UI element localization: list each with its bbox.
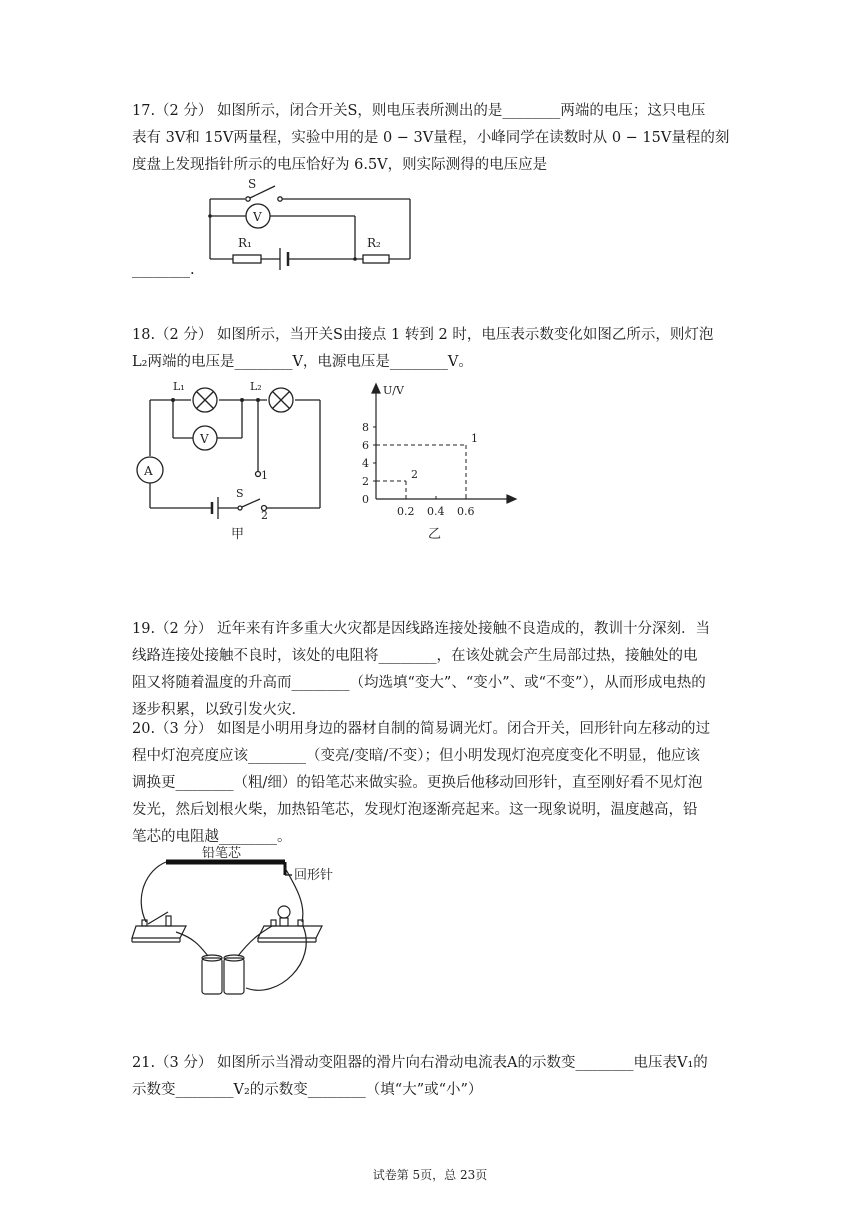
q17-switch-label: S bbox=[248, 177, 257, 191]
q18-jia-caption: 甲 bbox=[231, 527, 245, 542]
question-18 bbox=[132, 322, 732, 376]
q18-l2-label: L₂ bbox=[250, 380, 262, 393]
question-17 bbox=[132, 98, 732, 179]
q18-chart-yi bbox=[348, 378, 538, 543]
q17-r1-label: R₁ bbox=[238, 236, 252, 250]
q19-line-1: 19.（2 分） 近年来有许多重大火灾都是因线路连接处接触不良造成的，教训十分深刻．当 bbox=[132, 621, 710, 637]
q18-voltmeter-label: V bbox=[200, 432, 209, 446]
question-21 bbox=[132, 1050, 732, 1104]
chart-y-tick-label: 6 bbox=[362, 439, 369, 452]
q18-contact1-label: 1 bbox=[261, 469, 268, 482]
q19-line-3: 阻又将随着温度的升高而________（均选填“变大”、“变小”、或“不变”），从而形成电热的 bbox=[132, 675, 706, 691]
q21-line-2: 示数变________V₂的示数变________（填“大”或“小”） bbox=[132, 1082, 483, 1098]
q18-line-2: L₂两端的电压是________V，电源电压是________V。 bbox=[132, 354, 473, 370]
q20-line-4: 发光，然后划根火柴，加热铅笔芯，发现灯泡逐渐亮起来。这一现象说明，温度越高，铅 bbox=[132, 802, 698, 818]
chart-point-label-1: 1 bbox=[471, 432, 478, 445]
chart-y-tick-label: 8 bbox=[362, 421, 369, 434]
chart-ticks bbox=[362, 421, 475, 518]
page-footer: 试卷第 5页，总 23页 bbox=[372, 1168, 488, 1182]
q20-clip-label: 回形针 bbox=[294, 868, 334, 883]
q19-line-4: 逐步积累，以致引发火灾． bbox=[132, 702, 306, 718]
q17-voltmeter-label: V bbox=[253, 210, 262, 224]
q17-line-2: 表有 3V和 15V两量程，实验中用的是 0 − 3V量程，小峰同学在读数时从 0 − 15V量程的刻 bbox=[132, 130, 730, 146]
q18-line-1: 18.（2 分） 如图所示，当开关S由接点 1 转到 2 时，电压表示数变化如图乙所示，则灯泡 bbox=[132, 327, 714, 343]
q18-switch-label: S bbox=[236, 487, 244, 500]
question-20 bbox=[132, 716, 732, 851]
q18-contact2-label: 2 bbox=[261, 509, 268, 522]
q17-r2-label: R₂ bbox=[367, 236, 381, 250]
chart-y-tick-label: 2 bbox=[362, 475, 369, 488]
q20-dimmer-figure bbox=[128, 842, 368, 1000]
q19-line-2: 线路连接处接触不良时，该处的电阻将________，在该处就会产生局部过热，接触处的电 bbox=[132, 648, 698, 664]
q17-answer-blank: ________. bbox=[132, 262, 195, 278]
chart-y-axis-label: U/V bbox=[383, 384, 404, 397]
q20-line-2: 程中灯泡亮度应该________（变亮/变暗/不变）；但小明发现灯泡亮度变化不明显，他应该 bbox=[132, 748, 701, 764]
chart-y-tick-label: 4 bbox=[362, 457, 369, 470]
chart-x-tick-label: 0.4 bbox=[427, 505, 445, 518]
chart-y-tick-label: 0 bbox=[362, 493, 369, 506]
q18-l1-label: L₁ bbox=[173, 380, 185, 393]
q18-circuit-jia bbox=[128, 378, 328, 543]
q20-line-1: 20.（3 分） 如图是小明用身边的器材自制的简易调光灯。闭合开关，回形针向左移动的过 bbox=[132, 721, 710, 737]
q18-ammeter-label: A bbox=[144, 464, 153, 478]
q17-circuit-figure bbox=[200, 172, 420, 272]
q21-line-1: 21.（3 分） 如图所示当滑动变阻器的滑片向右滑动电流表A的示数变________电压表V₁的 bbox=[132, 1055, 708, 1071]
chart-marks bbox=[376, 432, 478, 499]
chart-x-tick-label: 0.2 bbox=[397, 505, 415, 518]
question-19 bbox=[132, 616, 732, 724]
q20-line-3: 调换更________（粗/细）的铅笔芯来做实验。更换后他移动回形针，直至刚好看不见灯泡 bbox=[132, 775, 703, 791]
q17-line-1: 17.（2 分） 如图所示，闭合开关S，则电压表所测出的是________两端的电压；这只电压 bbox=[132, 103, 706, 119]
q18-yi-caption: 乙 bbox=[428, 527, 442, 542]
q20-line-5: 笔芯的电阻越________。 bbox=[132, 829, 292, 845]
q20-pencil-label: 铅笔芯 bbox=[202, 846, 242, 861]
q17-line-3: 度盘上发现指针所示的电压恰好为 6.5V，则实际测得的电压应是 bbox=[132, 157, 548, 173]
chart-x-tick-label: 0.6 bbox=[457, 505, 475, 518]
chart-point-label-2: 2 bbox=[411, 468, 418, 481]
